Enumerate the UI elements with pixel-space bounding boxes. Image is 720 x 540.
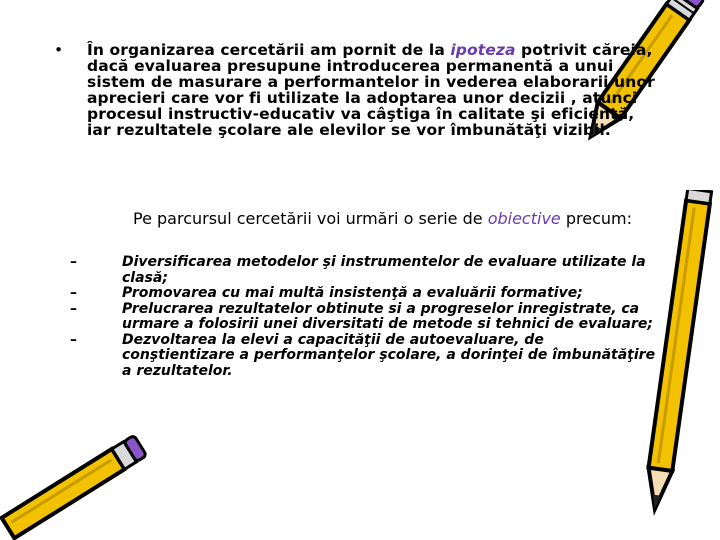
hypothesis-text [87,42,658,138]
list-item [70,286,660,302]
intro-text-after: precum: [560,209,632,228]
bullet-icon: • [54,41,64,59]
intro-text [88,210,658,227]
objective-text: Dezvoltarea la elevi a capacităţii de autoevaluare, de conştientizare a performanţelor şcolare, a dorinţei de îmbunătăţire a rezultatelor. [122,331,656,379]
list-item [70,333,660,380]
objectives-intro [88,210,658,227]
hypothesis-paragraph [54,41,658,139]
keyword-ipoteza: ipoteza [450,41,516,59]
objective-text: Promovarea cu mai multă insistenţă a evaluării formative; [122,285,583,301]
objective-text: Diversificarea metodelor şi instrumentelor de evaluare utilizate la clasă; [122,254,646,286]
objective-text: Prelucrarea rezultatelor obtinute si a progreselor inregistrate, ca urmare a folosirii unei diversitati de metode si tehnici de evaluare; [122,300,653,332]
dash-marker: – [70,254,77,270]
dash-marker: – [70,300,77,317]
hypothesis-text-before: În organizarea cercetării am pornit de la [87,41,451,59]
dash-marker: – [70,285,77,301]
dash-marker: – [70,331,77,348]
pencil-icon [0,430,170,540]
objectives-list [70,255,660,379]
hypothesis-text-after: potrivit căreia, dacă evaluarea presupune introducerea permanentă a unui sistem de masurare a performantelor in vederea elaborarii unor aprecieri care vor fi utilizate la adoptarea unor decizii , atunci procesul instructiv-educativ va câştiga în calitate şi eficienţă, iar rezultatele şcolare ale elevilor se vor îmbunătăţi vizibil. [87,41,655,139]
list-item [70,255,660,286]
keyword-obiective: obiective [487,209,561,228]
list-item [70,302,660,333]
intro-text-before: Pe parcursul cercetării voi urmări o serie de [133,209,488,228]
